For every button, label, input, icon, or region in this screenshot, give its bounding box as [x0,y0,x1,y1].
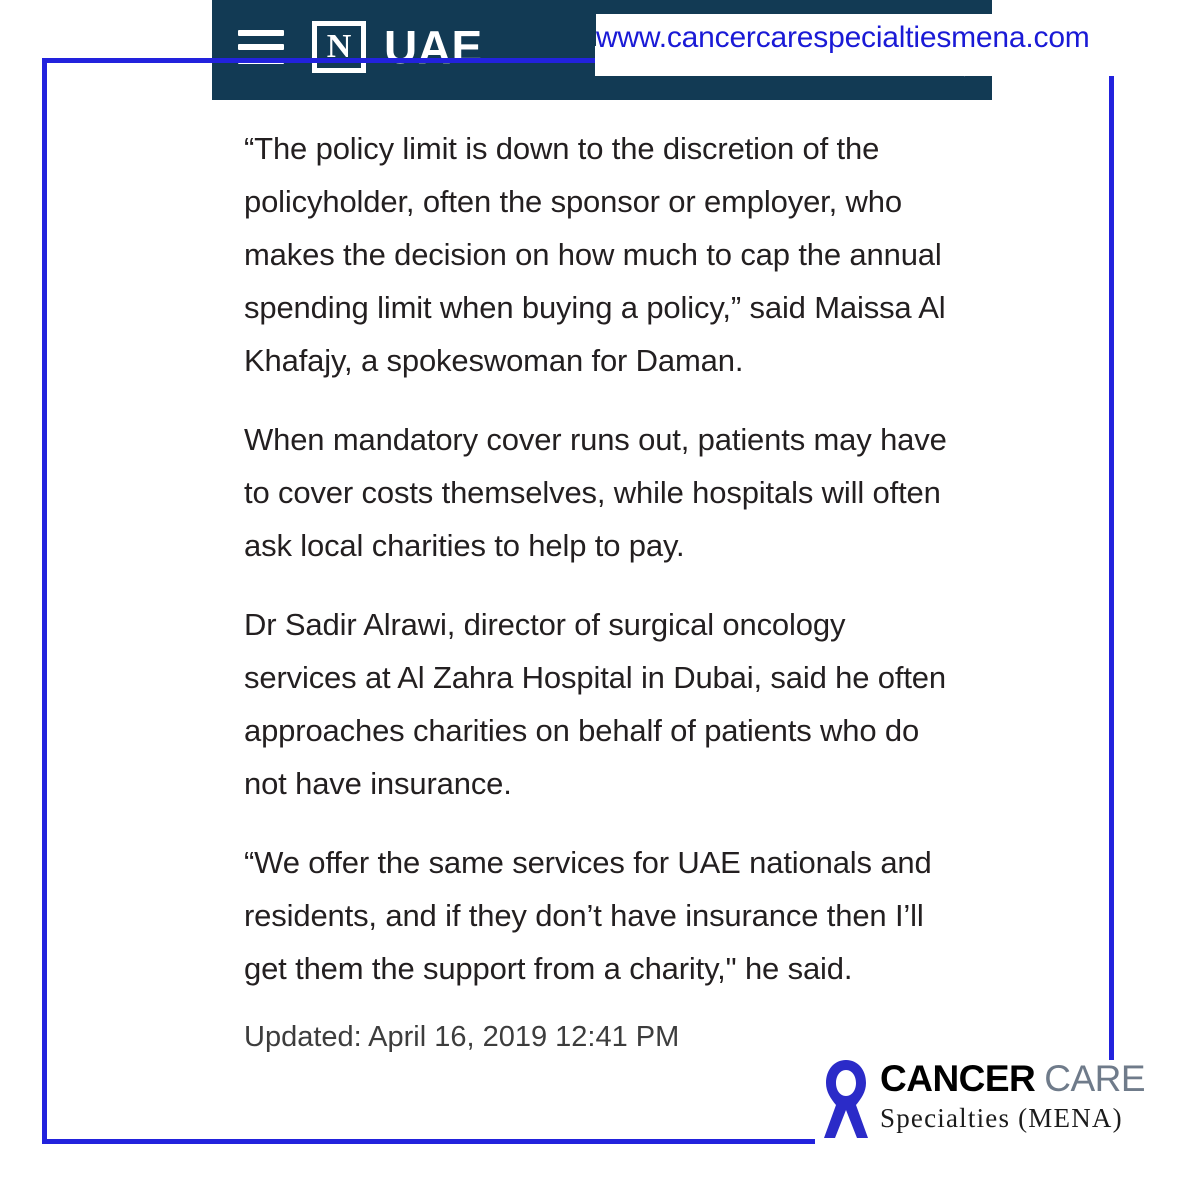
logo-word-cancer: CANCER [880,1058,1036,1099]
article-screenshot [212,0,992,1200]
hamburger-bar-2 [238,44,284,50]
cancer-care-logo-line1 [880,1060,1145,1097]
hamburger-menu-icon[interactable] [238,30,284,64]
article-paragraph: “We offer the same services for UAE nationals and residents, and if they don’t have insurance then I’ll get them the support from a charity," he said. [244,845,932,986]
article-paragraph: When mandatory cover runs out, patients may have to cover costs themselves, while hospitals will often ask local charities to help to pay. [244,422,947,563]
hamburger-bar-3 [238,58,284,64]
article-paragraph: Dr Sadir Alrawi, director of surgical oncology services at Al Zahra Hospital in Dubai, said he often approaches charities on behalf of patients who do not have insurance. [244,607,946,801]
website-url-band [596,14,1136,62]
article-body [212,100,992,1054]
hamburger-bar-1 [238,30,284,36]
site-logo-letter: N [326,28,352,65]
logo-word-care: CARE [1044,1058,1146,1099]
logo-tagline: Specialties (MENA) [880,1103,1123,1133]
site-section-label: UAE [384,21,483,73]
awareness-ribbon-icon [818,1058,874,1142]
website-url-text[interactable]: www.cancercarespecialtiesmena.com [596,21,1090,54]
cancer-care-logo [818,1058,1158,1150]
site-logo-mark[interactable] [312,21,366,73]
article-paragraph: “The policy limit is down to the discretion of the policyholder, often the sponsor or employer, who makes the decision on how much to cap the annual spending limit when buying a policy,” said Maissa Al Khafajy, a spokeswoman for Daman. [244,131,946,378]
cancer-care-logo-text [880,1058,1145,1134]
article-updated-timestamp: Updated: April 16, 2019 12:41 PM [244,1021,680,1053]
